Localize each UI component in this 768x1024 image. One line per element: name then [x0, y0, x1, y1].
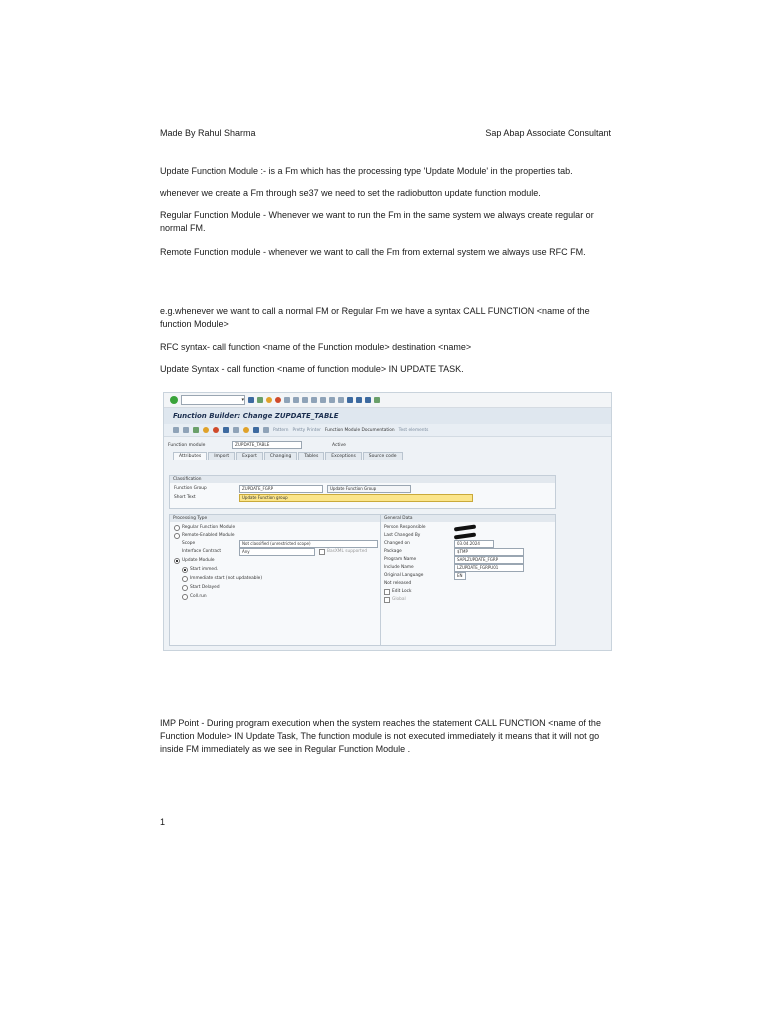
- update-module-label: Update Module: [182, 558, 215, 563]
- program-field: SAPLZUPDATE_FGRP: [454, 556, 524, 564]
- basxml-label: BasXML supported: [327, 549, 368, 554]
- paragraph-example: e.g.whenever we want to call a normal FM or Regular Fm we have a syntax CALL FUNCTION <name of the function Module>: [160, 306, 590, 329]
- pretty-printer-button[interactable]: Pretty Printer: [292, 427, 321, 433]
- redaction-mark: [454, 524, 476, 531]
- back-arrow-icon[interactable]: [173, 427, 179, 433]
- package-label: Package: [384, 549, 402, 554]
- cancel-icon[interactable]: [275, 397, 281, 403]
- exit-icon[interactable]: [266, 397, 272, 403]
- package-row: [384, 548, 524, 555]
- paragraph-update-syntax: Update Syntax - call function <name of function module> IN UPDATE TASK.: [160, 364, 464, 374]
- not-released-text: Not released: [384, 581, 412, 586]
- general-data-title: General Data: [381, 515, 555, 522]
- application-toolbar: [164, 424, 611, 437]
- sap-screenshot: [163, 392, 612, 651]
- processing-type-title: Processing Type: [170, 515, 381, 522]
- start-delayed-option[interactable]: [182, 584, 220, 591]
- paragraph-imp-point: IMP Point - During program execution when the system reaches the statement CALL FUNCTION <name of the Function Module> IN Update Task, The function module is not executed immediately it means that it will not go inside FM immediately as we see in Regular Function Module .: [160, 718, 601, 754]
- function-group-text: Update Function Group: [327, 485, 411, 493]
- test-elements-button[interactable]: Test elements: [398, 427, 429, 433]
- include-label: Include Name: [384, 565, 414, 570]
- immediate-start-option[interactable]: [182, 575, 262, 582]
- person-label: Person Responsible: [384, 525, 426, 530]
- page-number: 1: [160, 817, 166, 827]
- package-field: $TMP: [454, 548, 524, 556]
- classification-panel: [169, 475, 556, 509]
- classification-title: Classification: [170, 476, 555, 483]
- function-module-label: Function module: [168, 442, 206, 448]
- start-delayed-radio[interactable]: [182, 585, 188, 591]
- redaction-mark: [454, 532, 476, 539]
- activate-icon[interactable]: [213, 427, 219, 433]
- paragraph-remote-fm: Remote Function module - whenever we want to call the Fm from external system we always use RFC FM.: [160, 247, 586, 257]
- regular-fm-label: Regular Function Module: [182, 525, 236, 530]
- changed-on-row: [384, 540, 494, 547]
- regular-fm-radio[interactable]: [174, 525, 180, 531]
- global-checkbox[interactable]: [384, 597, 390, 603]
- coll-run-label: Coll.run: [190, 594, 207, 599]
- status-text: Active: [332, 442, 346, 448]
- paragraph-regular-fm: Regular Function Module - Whenever we want to run the Fm in the same system we always create regular or normal FM.: [160, 210, 594, 233]
- start-delayed-label: Start Delayed: [190, 585, 220, 590]
- new-session-icon[interactable]: [347, 397, 353, 403]
- next-page-icon[interactable]: [329, 397, 335, 403]
- update-module-option[interactable]: [174, 557, 215, 564]
- interface-row: [182, 548, 367, 555]
- command-field[interactable]: ▾: [181, 395, 245, 405]
- language-row: [384, 572, 466, 579]
- shortcut-icon[interactable]: [356, 397, 362, 403]
- tab-strip: [164, 451, 611, 460]
- function-group-row: [174, 485, 411, 492]
- language-field: EN: [454, 572, 466, 580]
- start-immed-option[interactable]: [182, 566, 218, 573]
- function-module-field[interactable]: ZUPDATE_TABLE: [232, 441, 302, 449]
- print-icon[interactable]: [284, 397, 290, 403]
- regular-fm-option[interactable]: [174, 524, 235, 531]
- global-option[interactable]: [384, 596, 406, 603]
- role-line: Sap Abap Associate Consultant: [485, 128, 611, 138]
- author-line: Made By Rahul Sharma: [160, 128, 256, 138]
- remote-fm-radio[interactable]: [174, 533, 180, 539]
- help-icon[interactable]: [365, 397, 371, 403]
- tab-export[interactable]: Export: [236, 452, 263, 460]
- edit-lock-label: Edit Lock: [392, 589, 412, 594]
- first-page-icon[interactable]: [311, 397, 317, 403]
- start-immed-radio[interactable]: [182, 567, 188, 573]
- tab-import[interactable]: Import: [208, 452, 235, 460]
- scope-row: [182, 540, 378, 547]
- find-icon[interactable]: [293, 397, 299, 403]
- coll-run-radio[interactable]: [182, 594, 188, 600]
- command-bar: [164, 393, 611, 408]
- short-text-row: [174, 494, 473, 501]
- tab-tables[interactable]: Tables: [298, 452, 324, 460]
- function-module-row: [164, 439, 611, 451]
- info-icon[interactable]: [263, 427, 269, 433]
- fm-documentation-button[interactable]: Function Module Documentation: [324, 427, 395, 433]
- changed-on-label: Changed on: [384, 541, 410, 546]
- program-label: Program Name: [384, 557, 417, 562]
- scope-select[interactable]: Not classified (unrestricted scope): [239, 540, 378, 548]
- update-module-radio[interactable]: [174, 558, 180, 564]
- immediate-start-label: Immediate start (not updateable): [190, 576, 262, 581]
- edit-lock-option[interactable]: [384, 588, 412, 595]
- back-icon[interactable]: [257, 397, 263, 403]
- remote-fm-label: Remote-Enabled Module: [182, 533, 235, 538]
- function-group-field[interactable]: ZUPDATE_FGRP: [239, 485, 323, 493]
- save-icon[interactable]: [248, 397, 254, 403]
- paragraph-update-fm: Update Function Module :- is a Fm which has the processing type 'Update Module' in the properties tab.: [160, 166, 573, 176]
- object-list-icon[interactable]: [243, 427, 249, 433]
- last-changed-label: Last Changed By: [384, 533, 421, 538]
- language-label: Original Language: [384, 573, 424, 578]
- enter-icon[interactable]: [170, 396, 178, 404]
- layout-icon[interactable]: [374, 397, 380, 403]
- coll-run-option[interactable]: [182, 593, 207, 600]
- general-data-panel: [380, 514, 556, 646]
- program-row: [384, 556, 524, 563]
- function-group-label: Function Group: [174, 486, 207, 491]
- prev-page-icon[interactable]: [320, 397, 326, 403]
- last-page-icon[interactable]: [338, 397, 344, 403]
- processing-type-panel: [169, 514, 382, 646]
- global-label: Global: [392, 597, 406, 602]
- where-used-icon[interactable]: [233, 427, 239, 433]
- start-immed-label: Start immed.: [190, 567, 219, 572]
- forward-arrow-icon[interactable]: [183, 427, 189, 433]
- short-text-field[interactable]: Update Function group: [239, 494, 473, 502]
- basxml-checkbox[interactable]: [319, 549, 325, 555]
- short-text-label: Short Text: [174, 495, 196, 500]
- person-row: [384, 524, 476, 531]
- scope-label: Scope: [182, 541, 196, 546]
- interface-contract-label: Interface Contract: [182, 549, 222, 554]
- test-icon[interactable]: [223, 427, 229, 433]
- interface-contract-select[interactable]: Any: [239, 548, 315, 556]
- navigation-icon[interactable]: [253, 427, 259, 433]
- edit-lock-checkbox[interactable]: [384, 589, 390, 595]
- include-row: [384, 564, 524, 571]
- immediate-start-radio[interactable]: [182, 576, 188, 582]
- tab-exceptions[interactable]: Exceptions: [325, 452, 362, 460]
- tab-changing[interactable]: Changing: [264, 452, 297, 460]
- include-field: LZUPDATE_FGRPU01: [454, 564, 524, 572]
- last-changed-row: [384, 532, 476, 539]
- remote-fm-option[interactable]: [174, 532, 234, 539]
- tab-source-code[interactable]: Source code: [363, 452, 403, 460]
- paragraph-rfc-syntax: RFC syntax- call function <name of the Function module> destination <name>: [160, 342, 472, 352]
- check-icon[interactable]: [203, 427, 209, 433]
- display-change-icon[interactable]: [193, 427, 199, 433]
- changed-on-field: 03.04.2024: [454, 540, 494, 548]
- paragraph-se37: whenever we create a Fm through se37 we need to set the radiobutton update function module.: [160, 188, 541, 198]
- pattern-button[interactable]: Pattern: [273, 427, 289, 433]
- find-next-icon[interactable]: [302, 397, 308, 403]
- sap-title: Function Builder: Change ZUPDATE_TABLE: [164, 408, 611, 424]
- tab-attributes[interactable]: Attributes: [173, 452, 207, 460]
